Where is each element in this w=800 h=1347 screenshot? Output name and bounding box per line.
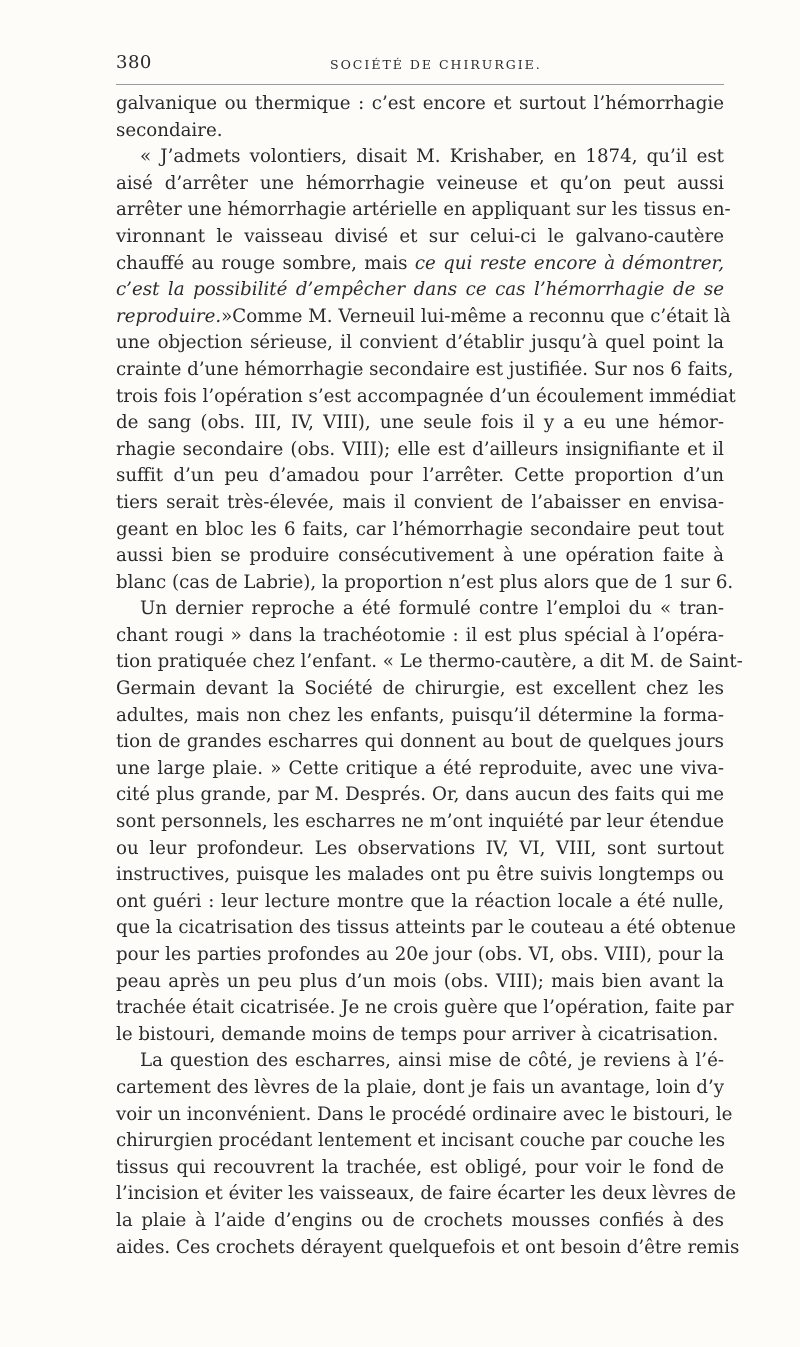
line-text: La question des escharres, ainsi mise de côté, je reviens à l’é- bbox=[140, 1050, 724, 1072]
line-text: de sang (obs. III, IV, VIII), une seule fois il y a eu une hémor- bbox=[116, 412, 724, 434]
text-line bbox=[116, 649, 743, 676]
text-line bbox=[116, 756, 724, 783]
line-text: tiers serait très-élevée, mais il convient de l’abaisser en envisa- bbox=[116, 491, 724, 513]
text-line bbox=[116, 1235, 740, 1262]
text-line bbox=[116, 1022, 724, 1049]
line-text: tion pratiquée chez l’enfant. « Le thermo-cautère, a dit M. de Saint- bbox=[116, 651, 743, 673]
text-line bbox=[116, 463, 724, 490]
text-line bbox=[116, 543, 724, 570]
line-text: sont personnels, les escharres ne m’ont inquiété par leur étendue bbox=[116, 811, 724, 833]
text-line bbox=[116, 942, 724, 969]
text-line bbox=[116, 144, 724, 171]
line-text: rhagie secondaire (obs. VIII); elle est d’ailleurs insignifiante et il bbox=[116, 438, 724, 460]
line-text: adultes, mais non chez les enfants, puisqu’il détermine la forma- bbox=[116, 704, 724, 726]
text-line bbox=[116, 517, 724, 544]
text-line bbox=[116, 703, 724, 730]
line-text: trachée était cicatrisée. Je ne crois guère que l’opération, faite par bbox=[116, 997, 734, 1019]
line-text: cartement des lèvres de la plaie, dont je fais un avantage, loin d’y bbox=[116, 1076, 724, 1098]
line-text: aides. Ces crochets dérayent quelquefois et ont besoin d’être remis bbox=[116, 1236, 740, 1258]
text-line bbox=[116, 384, 736, 411]
text-line bbox=[116, 1181, 736, 1208]
text-line bbox=[116, 1102, 733, 1129]
line-text: ont guéri : leur lecture montre que la réaction locale a été nulle, bbox=[116, 890, 724, 912]
line-text: instructives, puisque les malades ont pu être suivis longtemps ou bbox=[116, 864, 724, 886]
text-line bbox=[116, 969, 724, 996]
text-line bbox=[116, 118, 724, 145]
line-text: la plaie à l’aide d’engins ou de crochets mousses confiés à des bbox=[116, 1209, 724, 1231]
text-line bbox=[116, 330, 724, 357]
line-text: Un dernier reproche a été formulé contre l’emploi du « tran- bbox=[140, 598, 724, 620]
line-text: tion de grandes escharres qui donnent au bout de quelques jours bbox=[116, 731, 724, 753]
line-text: aussi bien se produire consécutivement à une opération faite à bbox=[116, 545, 724, 567]
book-page bbox=[116, 52, 743, 1261]
line-text: que la cicatrisation des tissus atteints par le couteau a été obtenue bbox=[116, 917, 736, 939]
text-line bbox=[116, 197, 731, 224]
text-line bbox=[116, 862, 724, 889]
text-line bbox=[116, 437, 724, 464]
running-head bbox=[116, 52, 724, 80]
line-text: crainte d’une hémorrhagie secondaire est justifiée. Sur nos 6 faits, bbox=[116, 358, 734, 380]
line-text: geant en bloc les 6 faits, car l’hémorrhagie secondaire peut tout bbox=[116, 518, 724, 540]
body-text bbox=[116, 91, 743, 1261]
text-line bbox=[116, 836, 724, 863]
italic-text: reproduire. bbox=[116, 305, 222, 327]
line-text: trois fois l’opération s’est accompagnée d’un écoulement immédiat bbox=[116, 385, 736, 407]
text-line bbox=[116, 596, 724, 623]
text-line bbox=[116, 410, 724, 437]
text-line bbox=[116, 809, 724, 836]
text-line bbox=[116, 277, 724, 304]
line-text: peau après un peu plus d’un mois (obs. VIII); mais bien avant la bbox=[116, 970, 724, 992]
text-line bbox=[116, 1208, 724, 1235]
text-line bbox=[116, 171, 724, 198]
text-line bbox=[116, 1075, 724, 1102]
header-rule bbox=[116, 84, 724, 85]
text-line bbox=[116, 490, 724, 517]
line-text: galvanique ou thermique : c’est encore et surtout l’hémorrhagie bbox=[116, 93, 724, 114]
text-line bbox=[116, 915, 736, 942]
line-text: cité plus grande, par M. Després. Or, dans aucun des faits qui me bbox=[116, 784, 724, 806]
line-text: arrêter une hémorrhagie artérielle en appliquant sur les tissus en- bbox=[116, 199, 731, 221]
text-line bbox=[116, 623, 724, 650]
text-line bbox=[116, 676, 724, 703]
italic-text: ce qui reste encore à démontrer, bbox=[414, 252, 724, 274]
text-line bbox=[116, 570, 734, 597]
text-line bbox=[116, 782, 724, 809]
line-text: tissus qui recouvrent la trachée, est obligé, pour voir le fond de bbox=[116, 1156, 724, 1178]
page-number: 380 bbox=[116, 52, 152, 73]
line-text: blanc (cas de Labrie), la proportion n’est plus alors que de 1 sur 6. bbox=[116, 571, 734, 593]
text-line bbox=[116, 304, 731, 331]
line-text: chauffé au rouge sombre, mais bbox=[116, 252, 415, 274]
line-text: »Comme M. Verneuil lui-même a reconnu que c’était là bbox=[221, 305, 731, 327]
line-text: le bistouri, demande moins de temps pour arriver à cicatrisation. bbox=[116, 1023, 719, 1045]
text-line bbox=[116, 1128, 724, 1155]
text-line bbox=[116, 995, 734, 1022]
text-line bbox=[116, 1048, 724, 1075]
line-text: vironnant le vaisseau divisé et sur celui-ci le galvano-cautère bbox=[116, 225, 724, 247]
line-text: « J’admets volontiers, disait M. Krishaber, en 1874, qu’il est bbox=[140, 146, 724, 168]
text-line bbox=[116, 251, 724, 278]
running-title: SOCIÉTÉ DE CHIRURGIE. bbox=[330, 57, 542, 72]
line-text: ou leur profondeur. Les observations IV, VI, VIII, sont surtout bbox=[116, 837, 724, 859]
line-text: une objection sérieuse, il convient d’établir jusqu’à quel point la bbox=[116, 332, 724, 354]
text-line bbox=[116, 889, 724, 916]
italic-text: c’est la possibilité d’empêcher dans ce cas l’hémorrhagie de se bbox=[116, 279, 724, 301]
text-line bbox=[116, 1155, 724, 1182]
line-text: Germain devant la Société de chirurgie, est excellent chez les bbox=[116, 678, 724, 700]
line-text: suffit d’un peu d’amadou pour l’arrêter. Cette proportion d’un bbox=[116, 465, 724, 487]
line-text: une large plaie. » Cette critique a été reproduite, avec une viva- bbox=[116, 757, 724, 779]
text-line bbox=[116, 224, 724, 251]
text-line bbox=[116, 729, 724, 756]
line-text: l’incision et éviter les vaisseaux, de faire écarter les deux lèvres de bbox=[116, 1183, 736, 1205]
line-text: chirurgien procédant lentement et incisant couche par couche les bbox=[116, 1130, 726, 1152]
line-text: pour les parties profondes au 20e jour (obs. VI, obs. VIII), pour la bbox=[116, 944, 724, 965]
line-text: voir un inconvénient. Dans le procédé ordinaire avec le bistouri, le bbox=[116, 1103, 733, 1125]
line-text: aisé d’arrêter une hémorrhagie veineuse et qu’on peut aussi bbox=[116, 172, 724, 194]
line-text: chant rougi » dans la trachéotomie : il est plus spécial à l’opéra- bbox=[116, 624, 724, 646]
text-line bbox=[116, 357, 734, 384]
text-line bbox=[116, 91, 724, 118]
line-text: secondaire. bbox=[116, 119, 223, 141]
